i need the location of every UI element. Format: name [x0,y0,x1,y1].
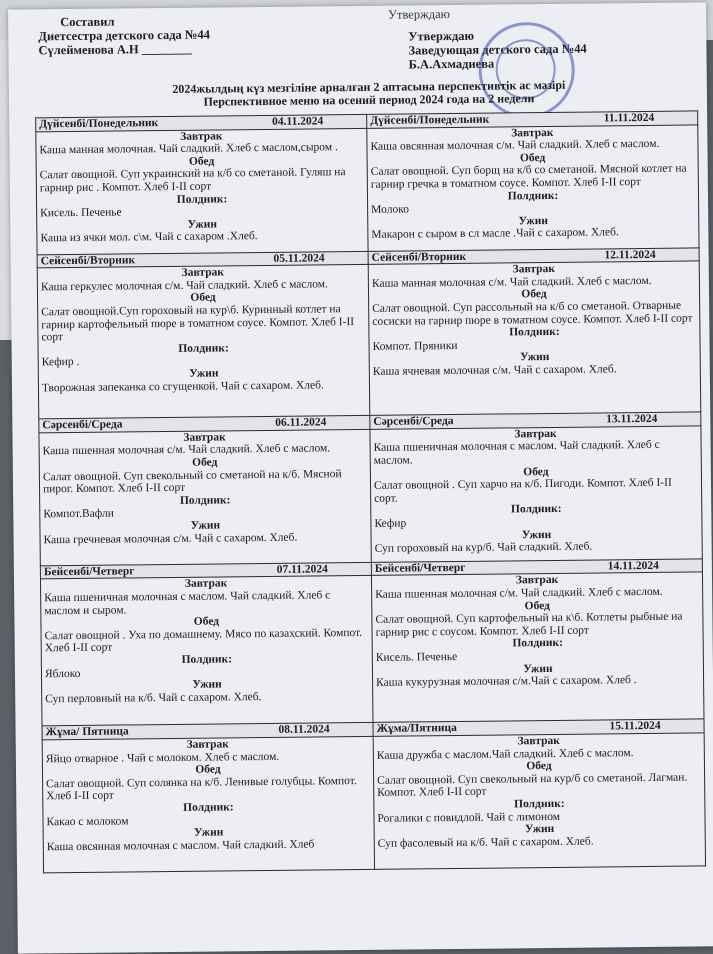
day-date: 15.11.2024 [609,720,661,733]
meal-label-snack: Полдник: [178,342,229,355]
meal-label-lunch: Обед [190,291,216,305]
meal-label-snack: Полдник: [510,503,562,516]
meal-label-snack: Полдник: [183,801,234,814]
day-date: 04.11.2024 [272,115,324,128]
day-name: Дүйсенбі/Понедельник [370,113,490,127]
dish-snack: Кефир . [41,356,80,369]
meal-label-lunch: Обед [524,599,551,612]
dish-lunch: Салат овощной. Суп свекольный со сметаной на к/б. Мясной пирог. Компот. Хлеб I-II сорт [42,467,342,496]
day-menu-cell [371,572,704,722]
meal-label-snack: Полдник: [181,653,233,666]
day-name: Жұма/ Пятница [45,725,129,739]
dish-lunch: Салат овощной . Суп харчо на к/б. Пигоди. Компот. Хлеб I-II сорт. [373,476,672,505]
day-date: 07.11.2024 [276,563,328,576]
dish-snack: Компот.Вафли [43,507,114,521]
approval-name: Б.А.Ахмадиева [408,56,495,72]
meal-label-snack: Полдник: [176,192,228,206]
meal-label-snack: Полдник: [512,637,564,650]
meal-label-dinner: Ужин [521,528,552,541]
meal-label-lunch: Обед [195,763,221,776]
dish-lunch: Салат овощной. Суп борщ на к/б со сметаной. Мясной котлет на гарнир гречка в томатном соусе. Компот. Хлеб I-II сорт [370,162,687,191]
day-name: Жұма/Пятница [376,722,457,736]
day-name: Сейсенбі/Вторник [371,250,467,264]
dish-dinner: Каша ячневая молочная с/м. Чай с сахаром. Хлеб. [372,363,617,378]
day-name: Дүйсенбі/Понедельник [39,117,159,131]
dish-snack: Какао с молоком [46,814,129,828]
day-name: Сәрсенбі/Среда [42,418,123,432]
day-date: 06.11.2024 [275,416,327,430]
approval-position: Заведующая детского сада №44 [408,41,587,58]
meal-label-lunch: Обед [523,465,549,478]
day-menu-cell [42,736,374,872]
day-date: 14.11.2024 [607,559,659,573]
title-kazakh: 2024жылдың күз мезгіліне арналған 2 аптасына перспективтік ас мәзірі [172,77,566,96]
meal-label-breakfast: Завтрак [517,734,560,748]
composer-label: Составил [60,14,115,30]
meal-label-breakfast: Завтрак [514,427,557,441]
meal-label-snack: Полдник: [179,494,231,507]
dish-snack: Яблоко [44,667,81,680]
dish-snack: Кефир [374,517,407,530]
day-menu-cell [367,125,699,251]
meal-label-dinner: Ужин [187,218,217,231]
composer-position: Диетсестра детского сада №44 [38,27,211,44]
day-date: 08.11.2024 [278,723,330,737]
meal-label-breakfast: Завтрак [511,126,554,139]
day-date: 05.11.2024 [273,251,325,265]
meal-label-breakfast: Завтрак [186,738,229,751]
dish-lunch: Салат овощной. Суп украинский на к/б со сметаной. Гуляш на гарнир рис . Компот. Хлеб I-II сорт [39,166,346,195]
composer-name: Сүлейменова А.Н ________ [38,41,192,58]
meal-label-breakfast: Завтрак [180,130,223,143]
dish-dinner: Суп перловный на к/б. Чай с сахаром. Хлеб. [45,690,262,706]
meal-label-lunch: Обед [188,155,215,168]
day-menu-cell [39,429,371,565]
day-menu-row [40,572,704,726]
dish-dinner: Каша гречневая молочная с/м. Чай с сахаром. Хлеб. [43,531,298,546]
meal-label-dinner: Ужин [189,367,219,380]
day-date: 13.11.2024 [606,413,658,426]
day-name: Сейсенбі/Вторник [40,253,136,267]
title-russian: Перспективное меню на осений период 2024 года на 2 недели [203,91,535,109]
day-menu-row [36,125,699,255]
document-page [8,2,713,953]
day-menu-cell [40,576,373,726]
dish-breakfast: Каша пшеничная молочная с маслом. Чай сладкий. Хлеб с маслом и сыром. [44,589,331,617]
meal-label-breakfast: Завтрак [515,574,559,587]
dish-dinner: Суп фасолевый на к/б. Чай с сахаром. Хлеб. [377,835,594,850]
meal-label-dinner: Ужин [518,214,548,228]
dish-lunch: Салат овощной. Суп картофельный на к\б. Котлеты рыбные на гарнир рис с соусом. Компот. Хлеб I-II сорт [375,610,683,639]
dish-breakfast: Каша пшенная молочная с/м. Чай сладкий. Хлеб с маслом. [42,442,331,458]
dish-dinner: Суп гороховый на кур/б. Чай сладкий. Хлеб. [374,540,593,555]
dish-breakfast: Каша манная молочная. Чай сладкий. Хлеб с маслом,сыром . [39,141,338,157]
dish-dinner: Макарон с сыром в сл масле .Чай с сахаром. Хлеб. [371,226,619,242]
day-menu-cell [36,128,368,254]
meal-label-dinner: Ужин [192,678,222,691]
dish-breakfast: Каша дружба с маслом.Чай сладкий. Хлеб с маслом. [376,746,634,762]
meal-label-lunch: Обед [192,456,218,469]
dish-lunch: Салат овощной . Уха по домашнему. Мясо по казахский. Компот. Хлеб I-II сорт [44,626,363,655]
meal-label-lunch: Обед [193,615,220,628]
day-menu-cell [370,426,702,562]
approval-label: Утверждаю [408,28,475,44]
day-menu-row [37,261,701,419]
meal-label-dinner: Ужин [523,662,553,675]
dish-dinner: Каша кукурузная молочная с/м.Чай с сахаром. Хлеб . [376,674,637,689]
day-name: Бейсенбі/Четверг [374,561,466,575]
day-name: Бейсенбі/Четверг [43,565,135,579]
dish-lunch: Салат овощной. Суп рассольный на к/б со сметаной. Отварные сосиски на гарнир пюре в томатном соусе. Компот. Хлеб I-II сорт [372,299,693,328]
dish-breakfast: Каша геркулес молочная с/м. Чай сладкий. Хлеб с маслом. [40,278,328,294]
dish-dinner: Каша из ячки мол. с\м. Чай с сахаром .Хлеб. [40,230,258,245]
day-name: Сәрсенбі/Среда [373,415,454,429]
dish-snack: Компот. Пряники [372,339,458,353]
dish-breakfast: Каша овсянная молочная с/м. Чай сладкий. Хлеб с маслом. [370,138,660,154]
composer-block [38,14,210,58]
meal-label-dinner: Ужин [519,351,550,364]
meal-label-breakfast: Завтрак [184,577,228,591]
dish-breakfast: Каша пшеничная молочная с маслом. Чай сладкий. Хлеб с маслом. [373,439,660,467]
day-menu-cell [373,733,705,869]
day-menu-cell [368,261,701,415]
meal-label-breakfast: Завтрак [181,266,225,280]
dish-dinner: Творожная запеканка со сгущенкой. Чай с сахаром. Хлеб. [41,378,324,394]
dish-snack: Кисель. Печенье [375,650,458,664]
day-date: 11.11.2024 [603,111,655,125]
dish-breakfast: Яйцо отварное . Чай с молоком. Хлеб с маслом. [45,750,280,765]
dish-dinner: Каша овсянная молочная с маслом. Чай сладкий. Хлеб [46,838,315,854]
menu-table [35,110,706,873]
dish-snack: Молоко [371,203,409,217]
meal-label-breakfast: Завтрак [512,263,555,276]
meal-label-lunch: Обед [526,760,552,773]
meal-label-breakfast: Завтрак [183,431,226,444]
approval-top-label: Утверждаю [388,7,450,22]
meal-label-snack: Полдник: [507,189,559,202]
meal-label-snack: Полдник: [514,797,565,811]
meal-label-lunch: Обед [521,288,547,301]
dish-lunch: Салат овощной.Суп гороховый на кур\б. Куринный котлет на гарнир картофельный пюре в томатном соусе. Компот. Хлеб I-II сорт [41,303,355,344]
meal-label-dinner: Ужин [193,826,224,839]
day-menu-row [42,733,705,873]
dish-breakfast: Каша пшенная молочная с/м. Чай сладкий. Хлеб с маслом. [375,585,663,601]
meal-label-dinner: Ужин [190,519,221,532]
dish-lunch: Салат овощной. Суп свекольный на кур/б со сметаной. Лагман. Компот. Хлеб I-II сорт [377,771,688,800]
meal-label-snack: Полдник: [509,326,560,339]
dish-snack: Рогалики с повидлой. Чай с лимоном [377,810,561,825]
day-menu-row [39,426,702,566]
day-date: 12.11.2024 [604,248,656,262]
dish-breakfast: Каша манная молочная с/м. Чай сладкий. Хлеб с маслом. [371,274,652,290]
dish-lunch: Салат овощной. Суп солянка на к/б. Ленивые голубцы. Компот. Хлеб I-II сорт [46,774,357,803]
meal-label-dinner: Ужин [524,823,555,836]
dish-snack: Кисель. Печенье [40,206,122,220]
meal-label-lunch: Обед [519,151,546,165]
day-menu-cell [37,265,370,419]
